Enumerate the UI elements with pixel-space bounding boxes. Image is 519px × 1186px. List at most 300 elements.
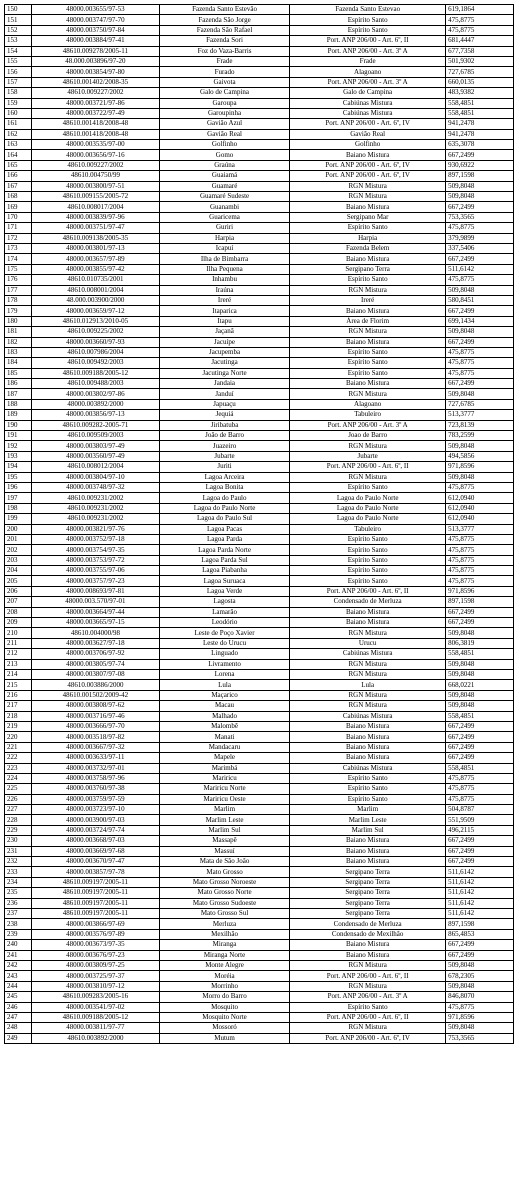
table-row	[5, 514, 514, 524]
row-number: 164	[5, 150, 32, 160]
process-number: 48610.010735/2001	[31, 275, 159, 285]
table-row	[5, 420, 514, 430]
field-name: Leste de Poço Xavier	[159, 628, 289, 638]
price-reference: RGN Mistura	[290, 1023, 446, 1033]
row-number: 196	[5, 482, 32, 492]
price-value: 667,2499	[446, 846, 514, 856]
price-reference: Harpia	[290, 233, 446, 243]
price-reference: Espírito Santo	[290, 773, 446, 783]
row-number: 208	[5, 607, 32, 617]
price-value: 667,2499	[446, 857, 514, 867]
price-reference: RGN Mistura	[290, 192, 446, 202]
process-number: 48000.003669/97-68	[31, 846, 159, 856]
field-name: Mariricu Norte	[159, 784, 289, 794]
price-value: 667,2499	[446, 618, 514, 628]
price-value: 668,0221	[446, 680, 514, 690]
table-row	[5, 908, 514, 918]
field-name: Guaiamá	[159, 171, 289, 181]
field-name: Ilha de Bimbarra	[159, 254, 289, 264]
price-reference: Port. ANP 206/00 - Art. 6º, IV	[290, 1033, 446, 1043]
row-number: 153	[5, 36, 32, 46]
row-number: 150	[5, 5, 32, 15]
process-number: 48000.003706/97-92	[31, 649, 159, 659]
process-number: 48610.009231/2002	[31, 514, 159, 524]
price-value: 511,6142	[446, 898, 514, 908]
row-number: 236	[5, 898, 32, 908]
table-row	[5, 77, 514, 87]
price-value: 504,8787	[446, 805, 514, 815]
table-row	[5, 379, 514, 389]
row-number: 183	[5, 347, 32, 357]
price-reference: Baiano Mistura	[290, 950, 446, 960]
price-value: 496,2115	[446, 825, 514, 835]
process-number: 48610.009283/2005-16	[31, 992, 159, 1002]
field-name: Furado	[159, 67, 289, 77]
process-number: 48000.003673/97-35	[31, 940, 159, 950]
field-name: Fazenda Sori	[159, 36, 289, 46]
price-reference: Cabiúnas Mistura	[290, 649, 446, 659]
table-row	[5, 410, 514, 420]
field-name: Lagoa Arceira	[159, 472, 289, 482]
price-reference: RGN Mistura	[290, 285, 446, 295]
price-reference: RGN Mistura	[290, 181, 446, 191]
row-number: 220	[5, 732, 32, 742]
field-name: Guamaré	[159, 181, 289, 191]
table-row	[5, 960, 514, 970]
price-value: 558,4851	[446, 649, 514, 659]
field-name: Juazeiro	[159, 441, 289, 451]
row-number: 202	[5, 545, 32, 555]
table-row	[5, 649, 514, 659]
price-value: 475,8775	[446, 794, 514, 804]
price-reference: Marlim Leste	[290, 815, 446, 825]
row-number: 231	[5, 846, 32, 856]
table-row	[5, 524, 514, 534]
row-number: 230	[5, 836, 32, 846]
process-number: 48610.001418/2008-48	[31, 129, 159, 139]
price-value: 379,9899	[446, 233, 514, 243]
field-name: Mato Grosso Sudoeste	[159, 898, 289, 908]
price-value: 971,8596	[446, 462, 514, 472]
price-value: 509,8048	[446, 389, 514, 399]
process-number: 48000.003576/97-89	[31, 929, 159, 939]
row-number: 206	[5, 586, 32, 596]
price-reference: Espírito Santo	[290, 347, 446, 357]
table-row	[5, 472, 514, 482]
row-number: 244	[5, 981, 32, 991]
row-number: 248	[5, 1023, 32, 1033]
field-name: Moréia	[159, 971, 289, 981]
field-name: Lagoa do Paulo Norte	[159, 503, 289, 513]
price-value: 475,8775	[446, 773, 514, 783]
field-name: Frade	[159, 56, 289, 66]
table-row	[5, 867, 514, 877]
field-name: Lagoa Pacas	[159, 524, 289, 534]
price-value: 494,5856	[446, 451, 514, 461]
table-row	[5, 358, 514, 368]
process-number: 48610.009197/2005-11	[31, 877, 159, 887]
row-number: 169	[5, 202, 32, 212]
row-number: 172	[5, 233, 32, 243]
process-number: 48000.003670/97-47	[31, 857, 159, 867]
process-number: 48000.003664/97-44	[31, 607, 159, 617]
price-value: 511,6142	[446, 867, 514, 877]
process-number: 48610.001502/2009-42	[31, 690, 159, 700]
price-reference: Espírito Santo	[290, 566, 446, 576]
row-number: 239	[5, 929, 32, 939]
price-value: 513,3777	[446, 410, 514, 420]
table-row	[5, 295, 514, 305]
process-number: 48000.003657/97-89	[31, 254, 159, 264]
price-reference: Cabiúnas Mistura	[290, 711, 446, 721]
price-reference: RGN Mistura	[290, 701, 446, 711]
row-number: 245	[5, 992, 32, 1002]
table-row	[5, 202, 514, 212]
row-number: 235	[5, 888, 32, 898]
price-reference: Port. ANP 206/00 - Art. 6º, II	[290, 1012, 446, 1022]
row-number: 156	[5, 67, 32, 77]
row-number: 221	[5, 742, 32, 752]
process-number: 48000.003809/97-25	[31, 960, 159, 970]
process-number: 48610.001418/2008-48	[31, 119, 159, 129]
price-reference: Port. ANP 206/00 - Art. 3º A	[290, 77, 446, 87]
row-number: 173	[5, 243, 32, 253]
field-name: Lagoa Parda Norte	[159, 545, 289, 555]
price-reference: Port. ANP 206/00 - Art. 3º A	[290, 46, 446, 56]
table-row	[5, 784, 514, 794]
process-number: 48000.003732/97-01	[31, 763, 159, 773]
price-reference: Baiano Mistura	[290, 836, 446, 846]
field-name: Mato Grosso Sul	[159, 908, 289, 918]
field-name: Mato Grosso	[159, 867, 289, 877]
field-name: Gavião Real	[159, 129, 289, 139]
row-number: 181	[5, 327, 32, 337]
field-name: Jandaia	[159, 379, 289, 389]
table-row	[5, 233, 514, 243]
field-name: Gavião Azul	[159, 119, 289, 129]
price-value: 930,6922	[446, 160, 514, 170]
price-value: 475,8775	[446, 576, 514, 586]
price-value: 501,9302	[446, 56, 514, 66]
price-value: 678,2305	[446, 971, 514, 981]
field-name: Maçarico	[159, 690, 289, 700]
field-price-table-container	[4, 4, 514, 1044]
process-number: 48.000.003896/97-20	[31, 56, 159, 66]
price-value: 509,8048	[446, 181, 514, 191]
table-row	[5, 898, 514, 908]
table-row	[5, 534, 514, 544]
row-number: 212	[5, 649, 32, 659]
price-reference: Urucu	[290, 638, 446, 648]
row-number: 180	[5, 316, 32, 326]
row-number: 190	[5, 420, 32, 430]
field-name: Leodório	[159, 618, 289, 628]
row-number: 215	[5, 680, 32, 690]
row-number: 240	[5, 940, 32, 950]
price-reference: Lagoa do Paulo Norte	[290, 514, 446, 524]
table-row	[5, 441, 514, 451]
process-number: 48000.003854/97-80	[31, 67, 159, 77]
price-value: 475,8775	[446, 358, 514, 368]
field-name: Merluza	[159, 919, 289, 929]
process-number: 48610.009225/2002	[31, 327, 159, 337]
row-number: 200	[5, 524, 32, 534]
price-value: 897,1598	[446, 597, 514, 607]
price-value: 475,8775	[446, 784, 514, 794]
row-number: 193	[5, 451, 32, 461]
field-name: Marlim Sul	[159, 825, 289, 835]
price-reference: RGN Mistura	[290, 690, 446, 700]
process-number: 48000.003541/97-02	[31, 1002, 159, 1012]
field-name: Fazenda São Rafael	[159, 25, 289, 35]
table-row	[5, 243, 514, 253]
price-reference: RGN Mistura	[290, 659, 446, 669]
table-row	[5, 638, 514, 648]
table-row	[5, 794, 514, 804]
process-number: 48610.003892/2000	[31, 1033, 159, 1043]
row-number: 226	[5, 794, 32, 804]
process-number: 48610.008001/2004	[31, 285, 159, 295]
process-number: 48000.003724/97-74	[31, 825, 159, 835]
row-number: 184	[5, 358, 32, 368]
price-reference: Tabuleiro	[290, 524, 446, 534]
process-number: 48610.001402/2008-35	[31, 77, 159, 87]
price-reference: Sergipano Terra	[290, 888, 446, 898]
price-reference: Port. ANP 206/00 - Art. 6º, IV	[290, 160, 446, 170]
price-value: 667,2499	[446, 254, 514, 264]
table-row	[5, 264, 514, 274]
price-value: 635,3078	[446, 140, 514, 150]
field-name: Gaivota	[159, 77, 289, 87]
process-number: 48610.009197/2005-11	[31, 888, 159, 898]
price-value: 509,8048	[446, 441, 514, 451]
row-number: 176	[5, 275, 32, 285]
row-number: 247	[5, 1012, 32, 1022]
field-name: Ilha Pequena	[159, 264, 289, 274]
price-reference: Baiano Mistura	[290, 857, 446, 867]
field-name: Monte Alegre	[159, 960, 289, 970]
process-number: 48000.003627/97-18	[31, 638, 159, 648]
process-number: 48000.003758/97-96	[31, 773, 159, 783]
field-name: Lagoa Piabanha	[159, 566, 289, 576]
process-number: 48610.009231/2002	[31, 493, 159, 503]
process-number: 48000.003665/97-15	[31, 618, 159, 628]
table-row	[5, 181, 514, 191]
row-number: 225	[5, 784, 32, 794]
field-name: Massuí	[159, 846, 289, 856]
table-row	[5, 753, 514, 763]
price-reference: Sergipano Terra	[290, 877, 446, 887]
field-name: Fazenda Santo Estevão	[159, 5, 289, 15]
table-row	[5, 888, 514, 898]
price-reference: Baiano Mistura	[290, 721, 446, 731]
field-name: Malombê	[159, 721, 289, 731]
field-name: Harpia	[159, 233, 289, 243]
price-reference: Baiano Mistura	[290, 337, 446, 347]
field-name: Marimbá	[159, 763, 289, 773]
process-number: 48000.003518/97-82	[31, 732, 159, 742]
field-name: Japuaçu	[159, 399, 289, 409]
price-value: 667,2499	[446, 753, 514, 763]
field-name: Guaricema	[159, 212, 289, 222]
row-number: 246	[5, 1002, 32, 1012]
table-row	[5, 701, 514, 711]
price-reference: Alagoano	[290, 399, 446, 409]
price-reference: Gavião Real	[290, 129, 446, 139]
process-number: 48610.009488/2003	[31, 379, 159, 389]
row-number: 179	[5, 306, 32, 316]
process-number: 48000.003676/97-23	[31, 950, 159, 960]
field-name: Mossoró	[159, 1023, 289, 1033]
price-reference: Baiano Mistura	[290, 379, 446, 389]
price-reference: Sergipano Terra	[290, 264, 446, 274]
process-number: 48000.003.570/97-01	[31, 597, 159, 607]
price-reference: Baiano Mistura	[290, 732, 446, 742]
row-number: 227	[5, 805, 32, 815]
table-row	[5, 1023, 514, 1033]
field-name: Garoupa	[159, 98, 289, 108]
price-value: 699,1434	[446, 316, 514, 326]
row-number: 166	[5, 171, 32, 181]
table-row	[5, 919, 514, 929]
price-value: 681,4447	[446, 36, 514, 46]
row-number: 238	[5, 919, 32, 929]
price-reference: RGN Mistura	[290, 327, 446, 337]
field-name: Livramento	[159, 659, 289, 669]
price-value: 511,6142	[446, 877, 514, 887]
field-name: Mosquito Norte	[159, 1012, 289, 1022]
process-number: 48000.003857/97-78	[31, 867, 159, 877]
row-number: 233	[5, 867, 32, 877]
row-number: 157	[5, 77, 32, 87]
process-number: 48000.003750/97-84	[31, 25, 159, 35]
table-row	[5, 877, 514, 887]
table-row	[5, 690, 514, 700]
row-number: 203	[5, 555, 32, 565]
process-number: 48610.012913/2010-05	[31, 316, 159, 326]
price-reference: Espírito Santo	[290, 25, 446, 35]
row-number: 207	[5, 597, 32, 607]
field-name: Galo de Campina	[159, 88, 289, 98]
row-number: 191	[5, 431, 32, 441]
field-name: Morrinho	[159, 981, 289, 991]
process-number: 48000.003721/97-86	[31, 98, 159, 108]
process-number: 48000.003801/97-13	[31, 243, 159, 253]
row-number: 192	[5, 441, 32, 451]
price-reference: RGN Mistura	[290, 389, 446, 399]
price-value: 475,8775	[446, 275, 514, 285]
row-number: 213	[5, 659, 32, 669]
table-row	[5, 337, 514, 347]
price-reference: Port. ANP 206/00 - Art. 6º, II	[290, 586, 446, 596]
price-reference: Condensado de Merluza	[290, 597, 446, 607]
price-reference: Baiano Mistura	[290, 753, 446, 763]
row-number: 185	[5, 368, 32, 378]
price-value: 667,2499	[446, 150, 514, 160]
price-value: 846,8070	[446, 992, 514, 1002]
field-name: Jaçanã	[159, 327, 289, 337]
row-number: 216	[5, 690, 32, 700]
process-number: 48610.009188/2005-12	[31, 368, 159, 378]
price-value: 511,6142	[446, 908, 514, 918]
process-number: 48610.009138/2005-35	[31, 233, 159, 243]
price-reference: Condensado de Mexilhão	[290, 929, 446, 939]
price-value: 509,8048	[446, 327, 514, 337]
price-value: 783,2599	[446, 431, 514, 441]
table-row	[5, 815, 514, 825]
table-row	[5, 773, 514, 783]
process-number: 48000.003633/97-11	[31, 753, 159, 763]
price-value: 971,8596	[446, 1012, 514, 1022]
process-number: 48000.003747/97-70	[31, 15, 159, 25]
price-reference: RGN Mistura	[290, 441, 446, 451]
row-number: 218	[5, 711, 32, 721]
field-name: Fazenda São Jorge	[159, 15, 289, 25]
price-reference: Espírito Santo	[290, 545, 446, 555]
price-value: 509,8048	[446, 701, 514, 711]
price-reference: Espírito Santo	[290, 784, 446, 794]
process-number: 48000.003821/97-76	[31, 524, 159, 534]
field-name: Lagoa Parda Sul	[159, 555, 289, 565]
row-number: 205	[5, 576, 32, 586]
row-number: 243	[5, 971, 32, 981]
price-value: 612,0940	[446, 514, 514, 524]
price-value: 723,8139	[446, 420, 514, 430]
table-row	[5, 150, 514, 160]
field-name: Mosquito	[159, 1002, 289, 1012]
table-row	[5, 670, 514, 680]
row-number: 211	[5, 638, 32, 648]
table-row	[5, 347, 514, 357]
price-reference: Fazenda Belem	[290, 243, 446, 253]
table-row	[5, 254, 514, 264]
process-number: 48000.003804/97-10	[31, 472, 159, 482]
price-reference: Sergipano Mar	[290, 212, 446, 222]
price-reference: Espírito Santo	[290, 794, 446, 804]
table-row	[5, 721, 514, 731]
process-number: 48610.003886/2000	[31, 680, 159, 690]
row-number: 229	[5, 825, 32, 835]
field-name: Lamarão	[159, 607, 289, 617]
field-name: Lagoa Verde	[159, 586, 289, 596]
price-reference: Frade	[290, 56, 446, 66]
table-row	[5, 451, 514, 461]
process-number: 48.000.003900/2000	[31, 295, 159, 305]
price-reference: Cabiúnas Mistura	[290, 108, 446, 118]
row-number: 171	[5, 223, 32, 233]
field-name: Mato Grosso Noroeste	[159, 877, 289, 887]
price-value: 337,5406	[446, 243, 514, 253]
price-reference: Baiano Mistura	[290, 254, 446, 264]
row-number: 151	[5, 15, 32, 25]
field-name: Iraúna	[159, 285, 289, 295]
row-number: 197	[5, 493, 32, 503]
table-row	[5, 929, 514, 939]
process-number: 48610.009227/2002	[31, 88, 159, 98]
table-row	[5, 846, 514, 856]
table-row	[5, 192, 514, 202]
process-number: 48000.003722/97-49	[31, 108, 159, 118]
price-value: 513,3777	[446, 524, 514, 534]
process-number: 48000.003751/97-47	[31, 223, 159, 233]
price-reference: Baiano Mistura	[290, 150, 446, 160]
table-row	[5, 1012, 514, 1022]
process-number: 48000.003757/97-23	[31, 576, 159, 586]
table-row	[5, 545, 514, 555]
price-reference: Espírito Santo	[290, 15, 446, 25]
row-number: 174	[5, 254, 32, 264]
row-number: 187	[5, 389, 32, 399]
